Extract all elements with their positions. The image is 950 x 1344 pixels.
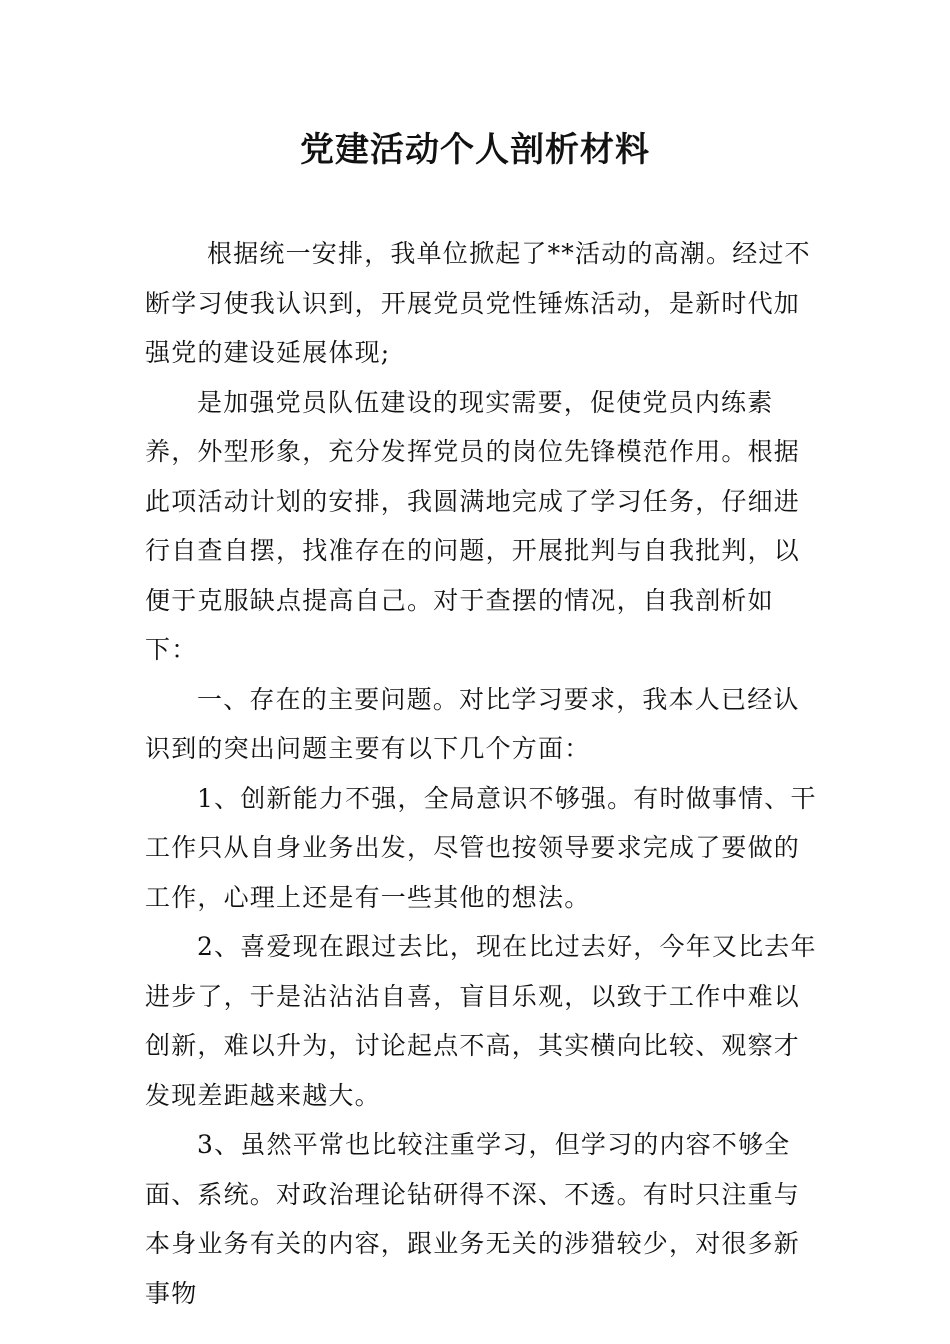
paragraph-purpose: 是加强党员队伍建设的现实需要，促使党员内练素养，外型形象，充分发挥党员的岗位先锋模范作用。根据此项活动计划的安排，我圆满地完成了学习任务，仔细进行自查自摆，找准存在的问题，开展批判与自我批判，以便于克服缺点提高自己。对于查摆的情况，自我剖析如下： xyxy=(145,387,801,664)
paragraph-issue-1: 1、创新能力不强，全局意识不够强。有时做事情、干工作只从自身业务出发，尽管也按领导要求完成了要做的工作，心理上还是有一些其他的想法。 xyxy=(145,783,817,912)
paragraph-section-heading: 一、存在的主要问题。对比学习要求，我本人已经认识到的突出问题主要有以下几个方面： xyxy=(145,684,800,763)
paragraph-intro: 根据统一安排，我单位掀起了**活动的高潮。经过不断学习使我认识到，开展党员党性锤炼活动，是新时代加强党的建设延展体现; xyxy=(145,239,811,367)
document-body xyxy=(145,229,825,1318)
paragraph-issue-3: 3、虽然平常也比较注重学习，但学习的内容不够全面、系统。对政治理论钻研得不深、不透。有时只注重与本身业务有关的内容，跟业务无关的涉猎较少，对很多新事物 xyxy=(145,1130,801,1308)
document-title: 党建活动个人剖析材料 xyxy=(300,130,650,170)
paragraph-issue-2: 2、喜爱现在跟过去比，现在比过去好，今年又比去年进步了，于是沾沾沾自喜，盲目乐观，以致于工作中难以创新，难以升为，讨论起点不高，其实横向比较、观察才发现差距越来越大。 xyxy=(145,932,817,1110)
